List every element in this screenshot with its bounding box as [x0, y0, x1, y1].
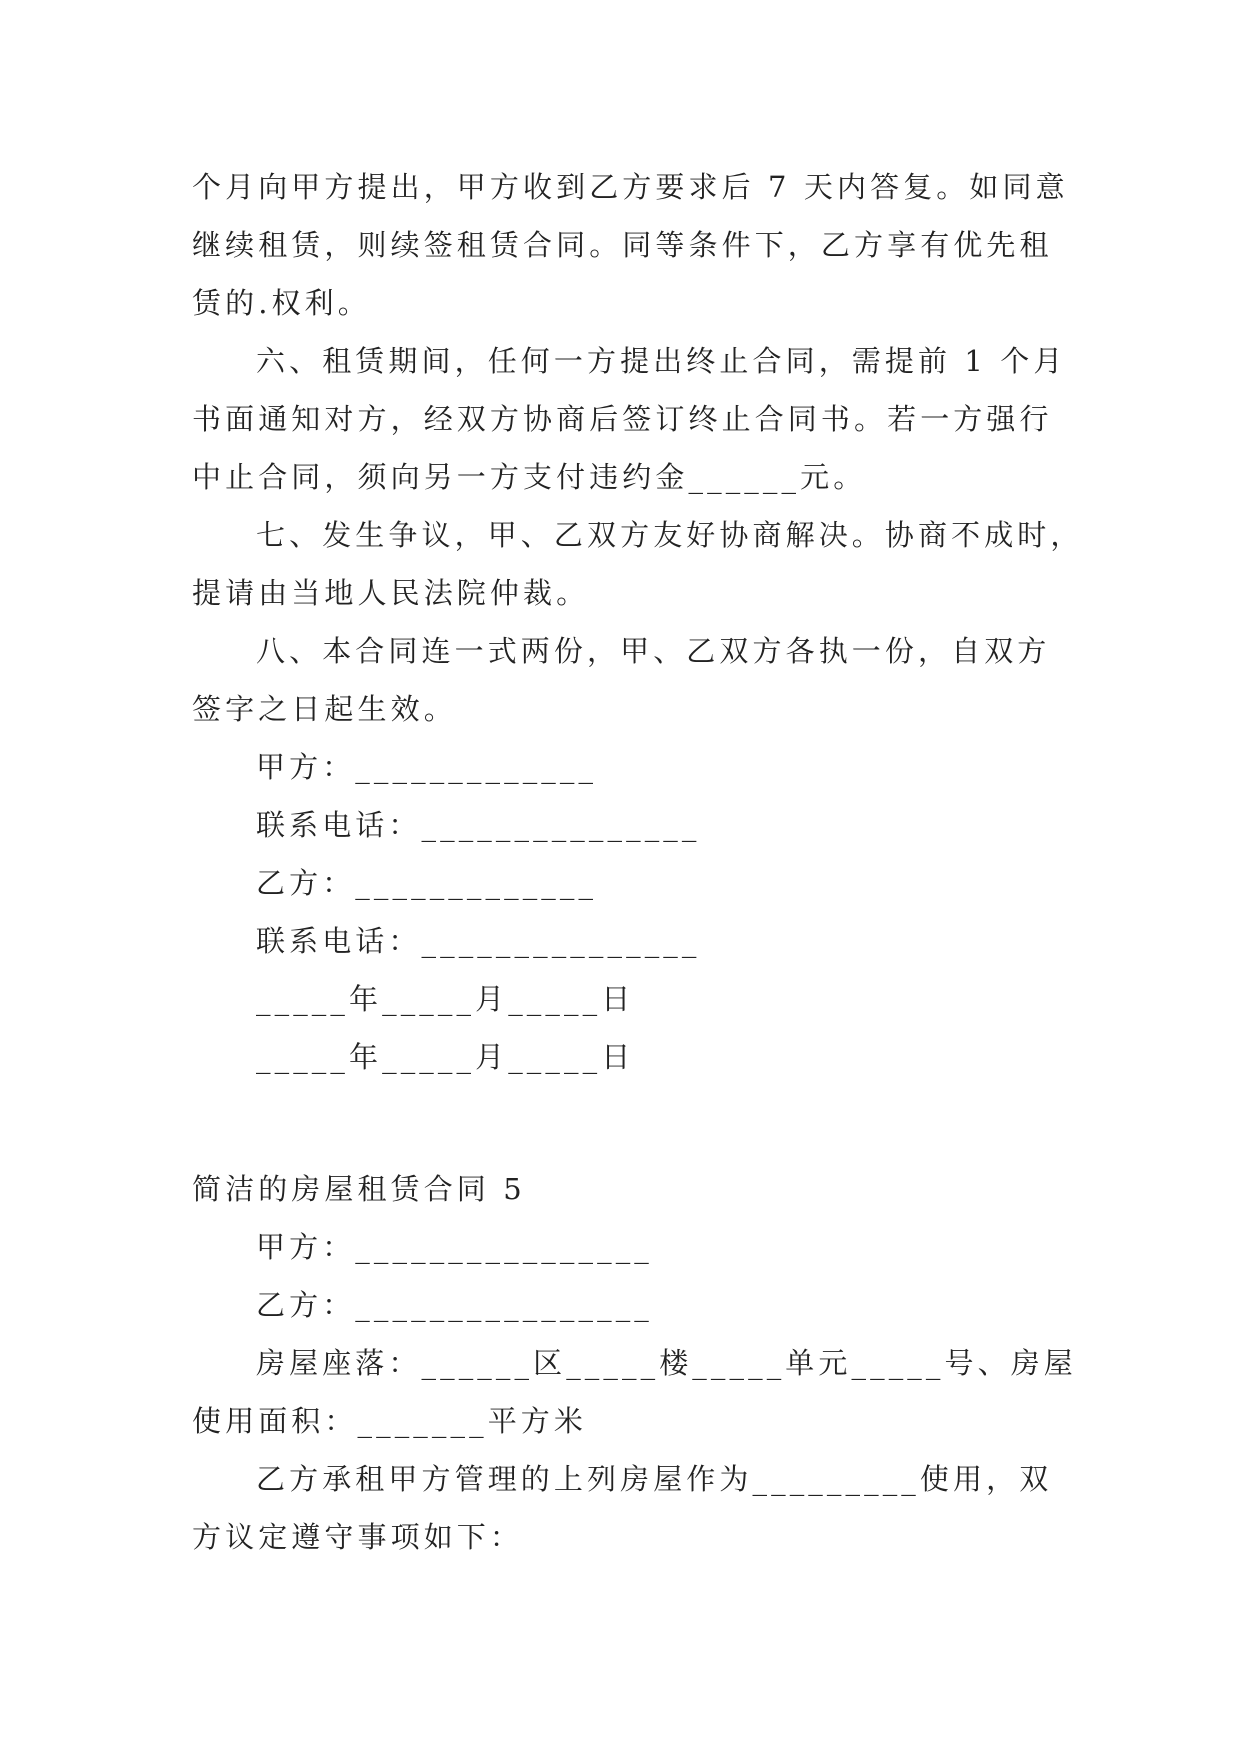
clause-8-line: 签字之日起生效。 — [192, 692, 457, 726]
clause-7-line: 提请由当地人民法院仲裁。 — [192, 576, 590, 610]
usage-line: 乙方承租甲方管理的上列房屋作为_________使用，双 — [256, 1462, 1053, 1496]
house-location-line: 房屋座落：______区_____楼_____单元_____号、房屋 — [256, 1346, 1077, 1380]
usage-line: 方议定遵守事项如下： — [192, 1520, 524, 1554]
clause-7-line: 七、发生争议，甲、乙双方友好协商解决。协商不成时， — [256, 518, 1084, 552]
contract-body-upper — [192, 158, 1084, 1086]
clause-6-line: 书面通知对方，经双方协商后签订终止合同书。若一方强行 — [192, 402, 1053, 436]
house-area-line: 使用面积：_______平方米 — [192, 1404, 588, 1438]
clause-6-line: 中止合同，须向另一方支付违约金______元。 — [192, 460, 867, 494]
signature-date: _____年_____月_____日 — [256, 982, 635, 1016]
paragraph-line: 继续租赁，则续签租赁合同。同等条件下，乙方享有优先租 — [192, 228, 1053, 262]
clause-8-line: 八、本合同连一式两份，甲、乙双方各执一份，自双方 — [256, 634, 1051, 668]
clause-6-line: 六、租赁期间，任何一方提出终止合同，需提前 1 个月 — [256, 344, 1067, 378]
party-a-phone: 联系电话：_______________ — [256, 808, 701, 842]
contract-5-section — [192, 1160, 1077, 1566]
party-a-signature: 甲方：_____________ — [256, 750, 598, 784]
party-b-phone: 联系电话：_______________ — [256, 924, 701, 958]
signature-date: _____年_____月_____日 — [256, 1040, 635, 1074]
paragraph-line: 赁的.权利。 — [192, 286, 371, 320]
paragraph-line: 个月向甲方提出，甲方收到乙方要求后 7 天内答复。如同意 — [192, 170, 1069, 204]
section-5-party-a: 甲方：________________ — [256, 1230, 653, 1264]
section-5-party-b: 乙方：________________ — [256, 1288, 653, 1322]
party-b-signature: 乙方：_____________ — [256, 866, 598, 900]
section-title: 简洁的房屋租赁合同 5 — [192, 1172, 526, 1206]
